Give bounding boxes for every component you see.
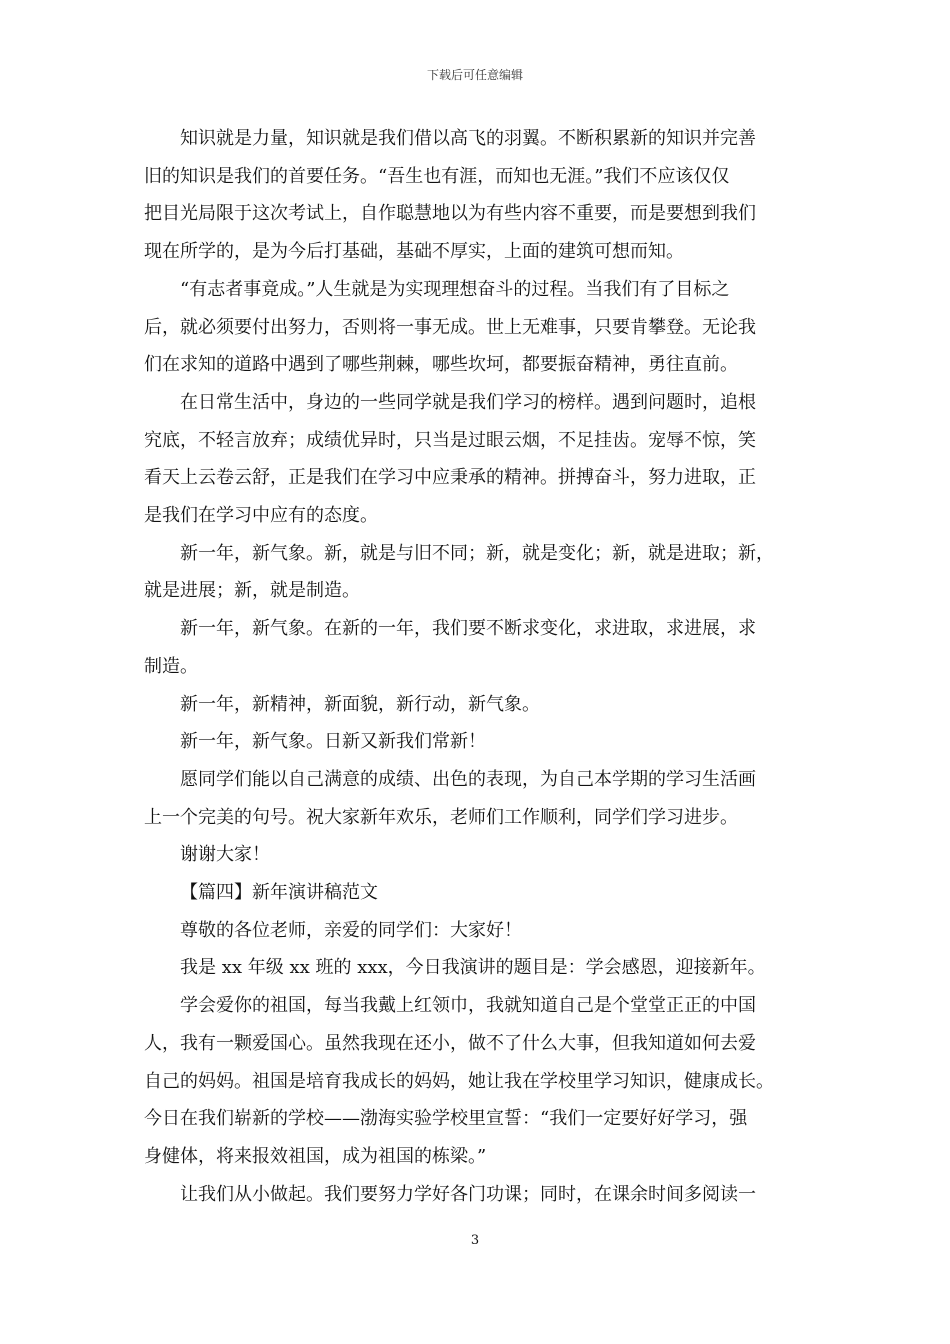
paragraph-line: 们在求知的道路中遇到了哪些荆棘，哪些坎坷，都要振奋精神，勇往直前。 xyxy=(144,354,738,376)
paragraph-line: 现在所学的，是为今后打基础，基础不厚实，上面的建筑可想而知。 xyxy=(144,241,684,263)
paragraph-first-line: 愿同学们能以自己满意的成绩、出色的表现，为自己本学期的学习生活画 xyxy=(180,768,756,790)
paragraph-first-line: 新一年，新气象。新，就是与旧不同；新，就是变化；新，就是进取；新， xyxy=(180,542,774,564)
paragraph-first-line: 知识就是力量，知识就是我们借以高飞的羽翼。不断积累新的知识并完善 xyxy=(180,128,756,149)
paragraph-line: 是我们在学习中应有的态度。 xyxy=(144,505,378,527)
paragraph-first-line: 我是 xx 年级 xx 班的 xxx，今日我演讲的题目是：学会感恩，迎接新年。 xyxy=(180,957,766,979)
paragraph-first-line: 新一年，新气象。日新又新我们常新！ xyxy=(180,731,486,753)
paragraph-line: 后，就必须要付出努力，否则将一事无成。世上无难事，只要肯攀登。无论我 xyxy=(144,316,756,338)
paragraph-line: 制造。 xyxy=(144,655,198,677)
paragraph-line: 把目光局限于这次考试上，自作聪慧地以为有些内容不重要，而是要想到我们 xyxy=(144,203,756,225)
paragraph-first-line: “有志者事竟成。”人生就是为实现理想奋斗的过程。当我们有了目标之 xyxy=(180,278,730,300)
paragraph-line: 身健体，将来报效祖国，成为祖国的栋梁。” xyxy=(144,1145,487,1167)
paragraph-first-line: 谢谢大家！ xyxy=(180,844,270,866)
paragraph-line: 今日在我们崭新的学校——渤海实验学校里宣誓：“我们一定要好好学习，强 xyxy=(144,1108,748,1130)
paragraph-line: 看天上云卷云舒，正是我们在学习中应秉承的精神。拼搏奋斗，努力进取，正 xyxy=(144,467,756,489)
paragraph-first-line: 新一年，新气象。在新的一年，我们要不断求变化，求进取，求进展，求 xyxy=(180,618,756,640)
paragraph-line: 旧的知识是我们的首要任务。“吾生也有涯，而知也无涯。”我们不应该仅仅 xyxy=(144,165,730,187)
paragraph-first-line: 在日常生活中，身边的一些同学就是我们学习的榜样。遇到问题时，追根 xyxy=(180,391,756,413)
paragraph-line: 人，我有一颗爱国心。虽然我现在还小，做不了什么大事，但我知道如何去爱 xyxy=(144,1032,756,1054)
paragraph-first-line: 【篇四】新年演讲稿范文 xyxy=(180,882,378,904)
paragraph-line: 究底，不轻言放弃；成绩优异时，只当是过眼云烟，不足挂齿。宠辱不惊，笑 xyxy=(144,429,756,451)
paragraph-first-line: 让我们从小做起。我们要努力学好各门功课；同时，在课余时间多阅读一 xyxy=(180,1183,756,1205)
page-number: 3 xyxy=(470,1233,480,1248)
document-body xyxy=(144,120,812,1213)
page-header: 下载后可任意编辑 xyxy=(426,68,523,82)
paragraph-first-line: 新一年，新精神，新面貌，新行动，新气象。 xyxy=(180,693,540,715)
paragraph-first-line: 尊敬的各位老师，亲爱的同学们：大家好！ xyxy=(180,919,522,941)
paragraph-line: 就是进展；新，就是制造。 xyxy=(144,580,360,602)
paragraph-first-line: 学会爱你的祖国，每当我戴上红领巾，我就知道自己是个堂堂正正的中国 xyxy=(180,995,756,1017)
paragraph-line: 自己的妈妈。祖国是培育我成长的妈妈，她让我在学校里学习知识，健康成长。 xyxy=(144,1070,774,1092)
paragraph-line: 上一个完美的句号。祝大家新年欢乐，老师们工作顺利，同学们学习进步。 xyxy=(144,806,738,828)
